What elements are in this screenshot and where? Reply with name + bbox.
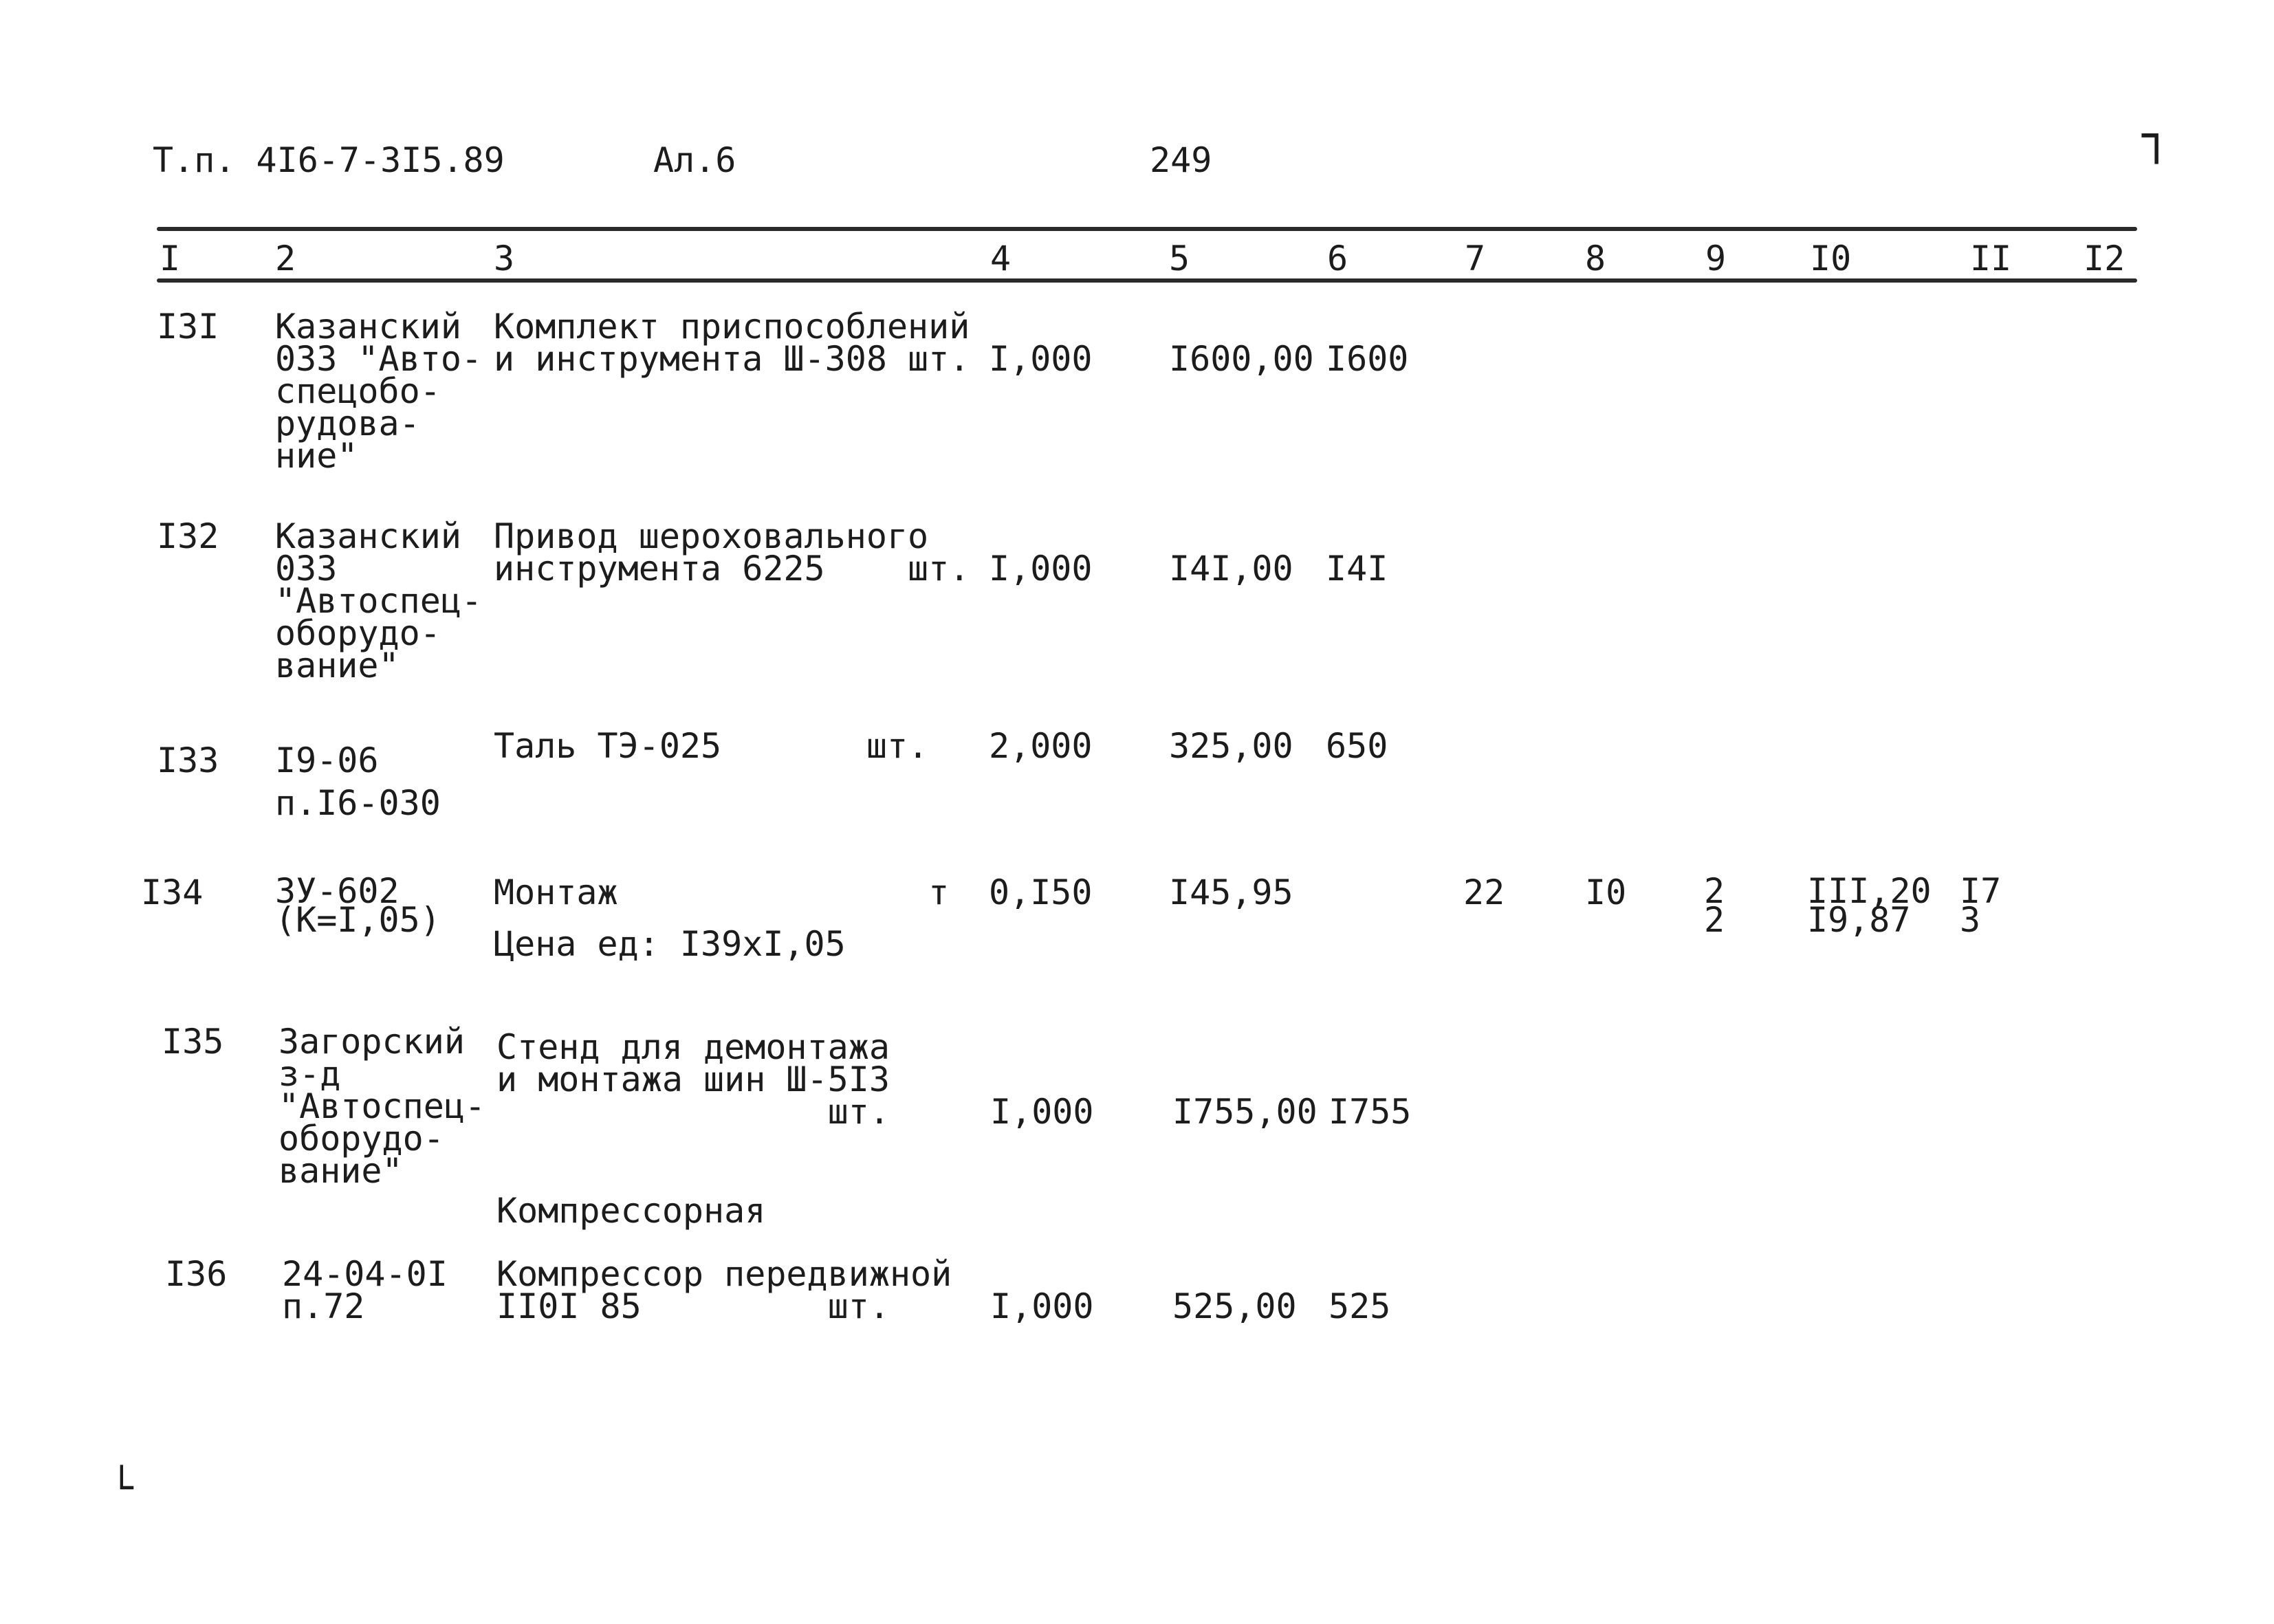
row-total: I600 (1326, 339, 1409, 379)
document-reference: Т.п. 4I6-7-3I5.89 (153, 140, 505, 180)
row-col10: III,20 I9,87 (1807, 871, 1932, 940)
row-price-note: Цена ед: I39xI,05 (494, 924, 846, 964)
column-header-1: I (160, 239, 181, 278)
row-col7: 22 (1463, 873, 1505, 912)
column-header-3: 3 (494, 239, 515, 278)
row-unit-price: I600,00 (1169, 339, 1314, 379)
row-description: Стенд для демонтажа и монтажа шин Ш-5I3 шт. (496, 1027, 890, 1132)
row-col9: 2 2 (1704, 871, 1725, 940)
column-header-2: 2 (275, 239, 296, 278)
row-description: Компрессор передвижной II0I 85 шт. (496, 1254, 952, 1326)
row-number: I34 (141, 873, 204, 912)
row-quantity: I,000 (990, 1092, 1094, 1132)
row-source: 3У-602 (К=I,05) (275, 871, 441, 940)
row-total: I4I (1326, 549, 1388, 589)
column-header-10: I0 (1810, 239, 1852, 278)
row-quantity: I,000 (990, 1286, 1094, 1326)
row-total: I755 (1329, 1092, 1412, 1132)
column-header-11: II (1970, 239, 2012, 278)
row-quantity: I,000 (989, 549, 1093, 589)
row-total: 525 (1329, 1286, 1391, 1326)
row-description: Монтаж т (494, 873, 950, 912)
row-unit-price: I755,00 (1172, 1092, 1318, 1132)
corner-mark-top: ┐ (2142, 107, 2172, 164)
row-description: Таль ТЭ-025 шт. (494, 726, 929, 766)
column-header-7: 7 (1465, 239, 1486, 278)
column-header-4: 4 (990, 239, 1012, 278)
row-description: Привод шероховального инструмента 6225 шт. (494, 516, 970, 589)
row-description: Комплект приспособлений и инструмента Ш-308 шт. (494, 307, 970, 379)
row-source: Загорский з-д "Автоспец- оборудо- вание" (278, 1022, 486, 1191)
row-number: I35 (162, 1022, 224, 1062)
row-source: 24-04-0I п.72 (282, 1254, 448, 1326)
row-source: Казанский 033 "Автоспец- оборудо- вание" (275, 516, 483, 685)
corner-mark-bottom: └ (110, 1466, 133, 1511)
row-number: I33 (157, 740, 219, 780)
column-header-6: 6 (1327, 239, 1348, 278)
column-header-5: 5 (1169, 239, 1190, 278)
row-col11: I7 3 (1960, 871, 2002, 940)
row-number: I36 (165, 1254, 228, 1294)
row-source: I9-06 п.I6-030 (275, 740, 441, 823)
column-header-9: 9 (1705, 239, 1727, 278)
row-unit-price: I45,95 (1169, 873, 1293, 912)
row-unit-price: 525,00 (1172, 1286, 1297, 1326)
row-quantity: 0,I50 (989, 873, 1093, 912)
row-number: I32 (157, 516, 219, 556)
page-number: 249 (1150, 140, 1212, 180)
section-heading: Компрессорная (496, 1191, 766, 1231)
row-source: Казанский 033 "Авто- спецобо- рудова- ние" (275, 307, 483, 476)
header-rule-top (157, 227, 2137, 231)
column-header-8: 8 (1585, 239, 1606, 278)
header-rule-bottom (157, 278, 2137, 283)
row-number: I3I (157, 307, 219, 347)
row-unit-price: 325,00 (1169, 726, 1293, 766)
row-unit-price: I4I,00 (1169, 549, 1293, 589)
album-label: Ал.6 (653, 140, 736, 180)
row-col8: I0 (1585, 873, 1627, 912)
row-quantity: 2,000 (989, 726, 1093, 766)
row-quantity: I,000 (989, 339, 1093, 379)
column-header-12: I2 (2084, 239, 2125, 278)
row-total: 650 (1326, 726, 1388, 766)
